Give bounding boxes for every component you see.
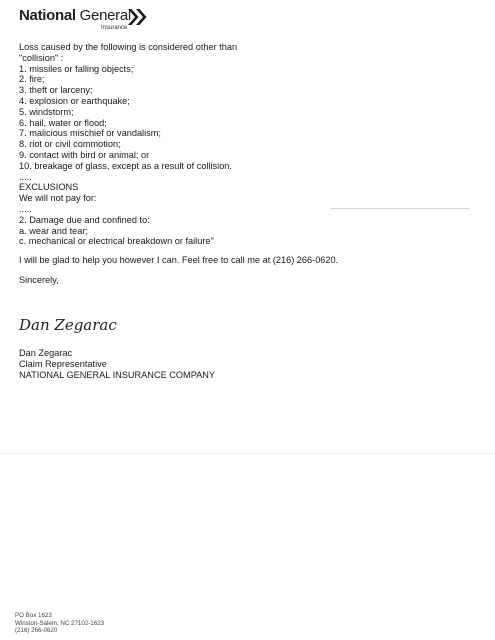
logo-name-light: General — [79, 7, 131, 24]
scan-artifact-line — [0, 453, 495, 454]
peril-item: 3. theft or larceny; — [19, 85, 93, 96]
chevron-logo-icon — [126, 8, 148, 26]
closing: Sincerely, — [19, 274, 59, 285]
peril-item: 1. missiles or falling objects; — [19, 63, 134, 74]
logo-subtitle: Insurance — [101, 25, 128, 31]
handwritten-signature: Dan Zegarac — [19, 316, 117, 334]
ellipsis: ..... — [19, 203, 32, 214]
scan-artifact-line — [330, 208, 470, 209]
peril-item: 5. windstorm; — [19, 106, 74, 117]
peril-item: 9. contact with bird or animal; or — [19, 149, 150, 160]
logo-wordmark — [19, 7, 131, 24]
signer-name: Dan Zegarac — [19, 348, 73, 358]
company-logo — [19, 7, 159, 37]
peril-item: 7. malicious mischief or vandalism; — [19, 128, 161, 139]
ellipsis: ..... — [19, 171, 32, 182]
damage-item: c. mechanical or electrical breakdown or failure" — [19, 236, 214, 247]
footer-line: (216) 266-0620 — [15, 627, 58, 635]
damage-item: 2. Damage due and confined to: — [19, 214, 150, 225]
peril-item: 4. explosion or earthquake; — [19, 95, 130, 106]
help-paragraph: I will be glad to help you however I can. Feel free to call me at (216) 266-0620. — [19, 255, 339, 266]
peril-item: 6. hail, water or flood; — [19, 117, 107, 128]
logo-name-bold: National — [19, 7, 76, 24]
signer-company: NATIONAL GENERAL INSURANCE COMPANY — [19, 369, 216, 380]
signer-block — [19, 348, 215, 380]
exclusions-heading: EXCLUSIONS — [19, 182, 79, 193]
letter-body — [19, 42, 479, 286]
intro-line: Loss caused by the following is considered other than — [19, 42, 238, 52]
intro-line: "collision" : — [19, 52, 64, 63]
signer-title: Claim Representative — [19, 358, 107, 369]
footer-line: Winston-Salem, NC 27102-1623 — [15, 619, 105, 627]
footer-address — [15, 612, 104, 635]
peril-item: 2. fire; — [19, 74, 45, 85]
footer-line: PO Box 1623 — [15, 612, 52, 619]
peril-item: 8. riot or civil commotion; — [19, 139, 121, 150]
peril-item: 10. breakage of glass, except as a result of collision. — [19, 160, 232, 171]
damage-item: a. wear and tear; — [19, 225, 88, 236]
exclusions-intro: We will not pay for: — [19, 193, 97, 204]
